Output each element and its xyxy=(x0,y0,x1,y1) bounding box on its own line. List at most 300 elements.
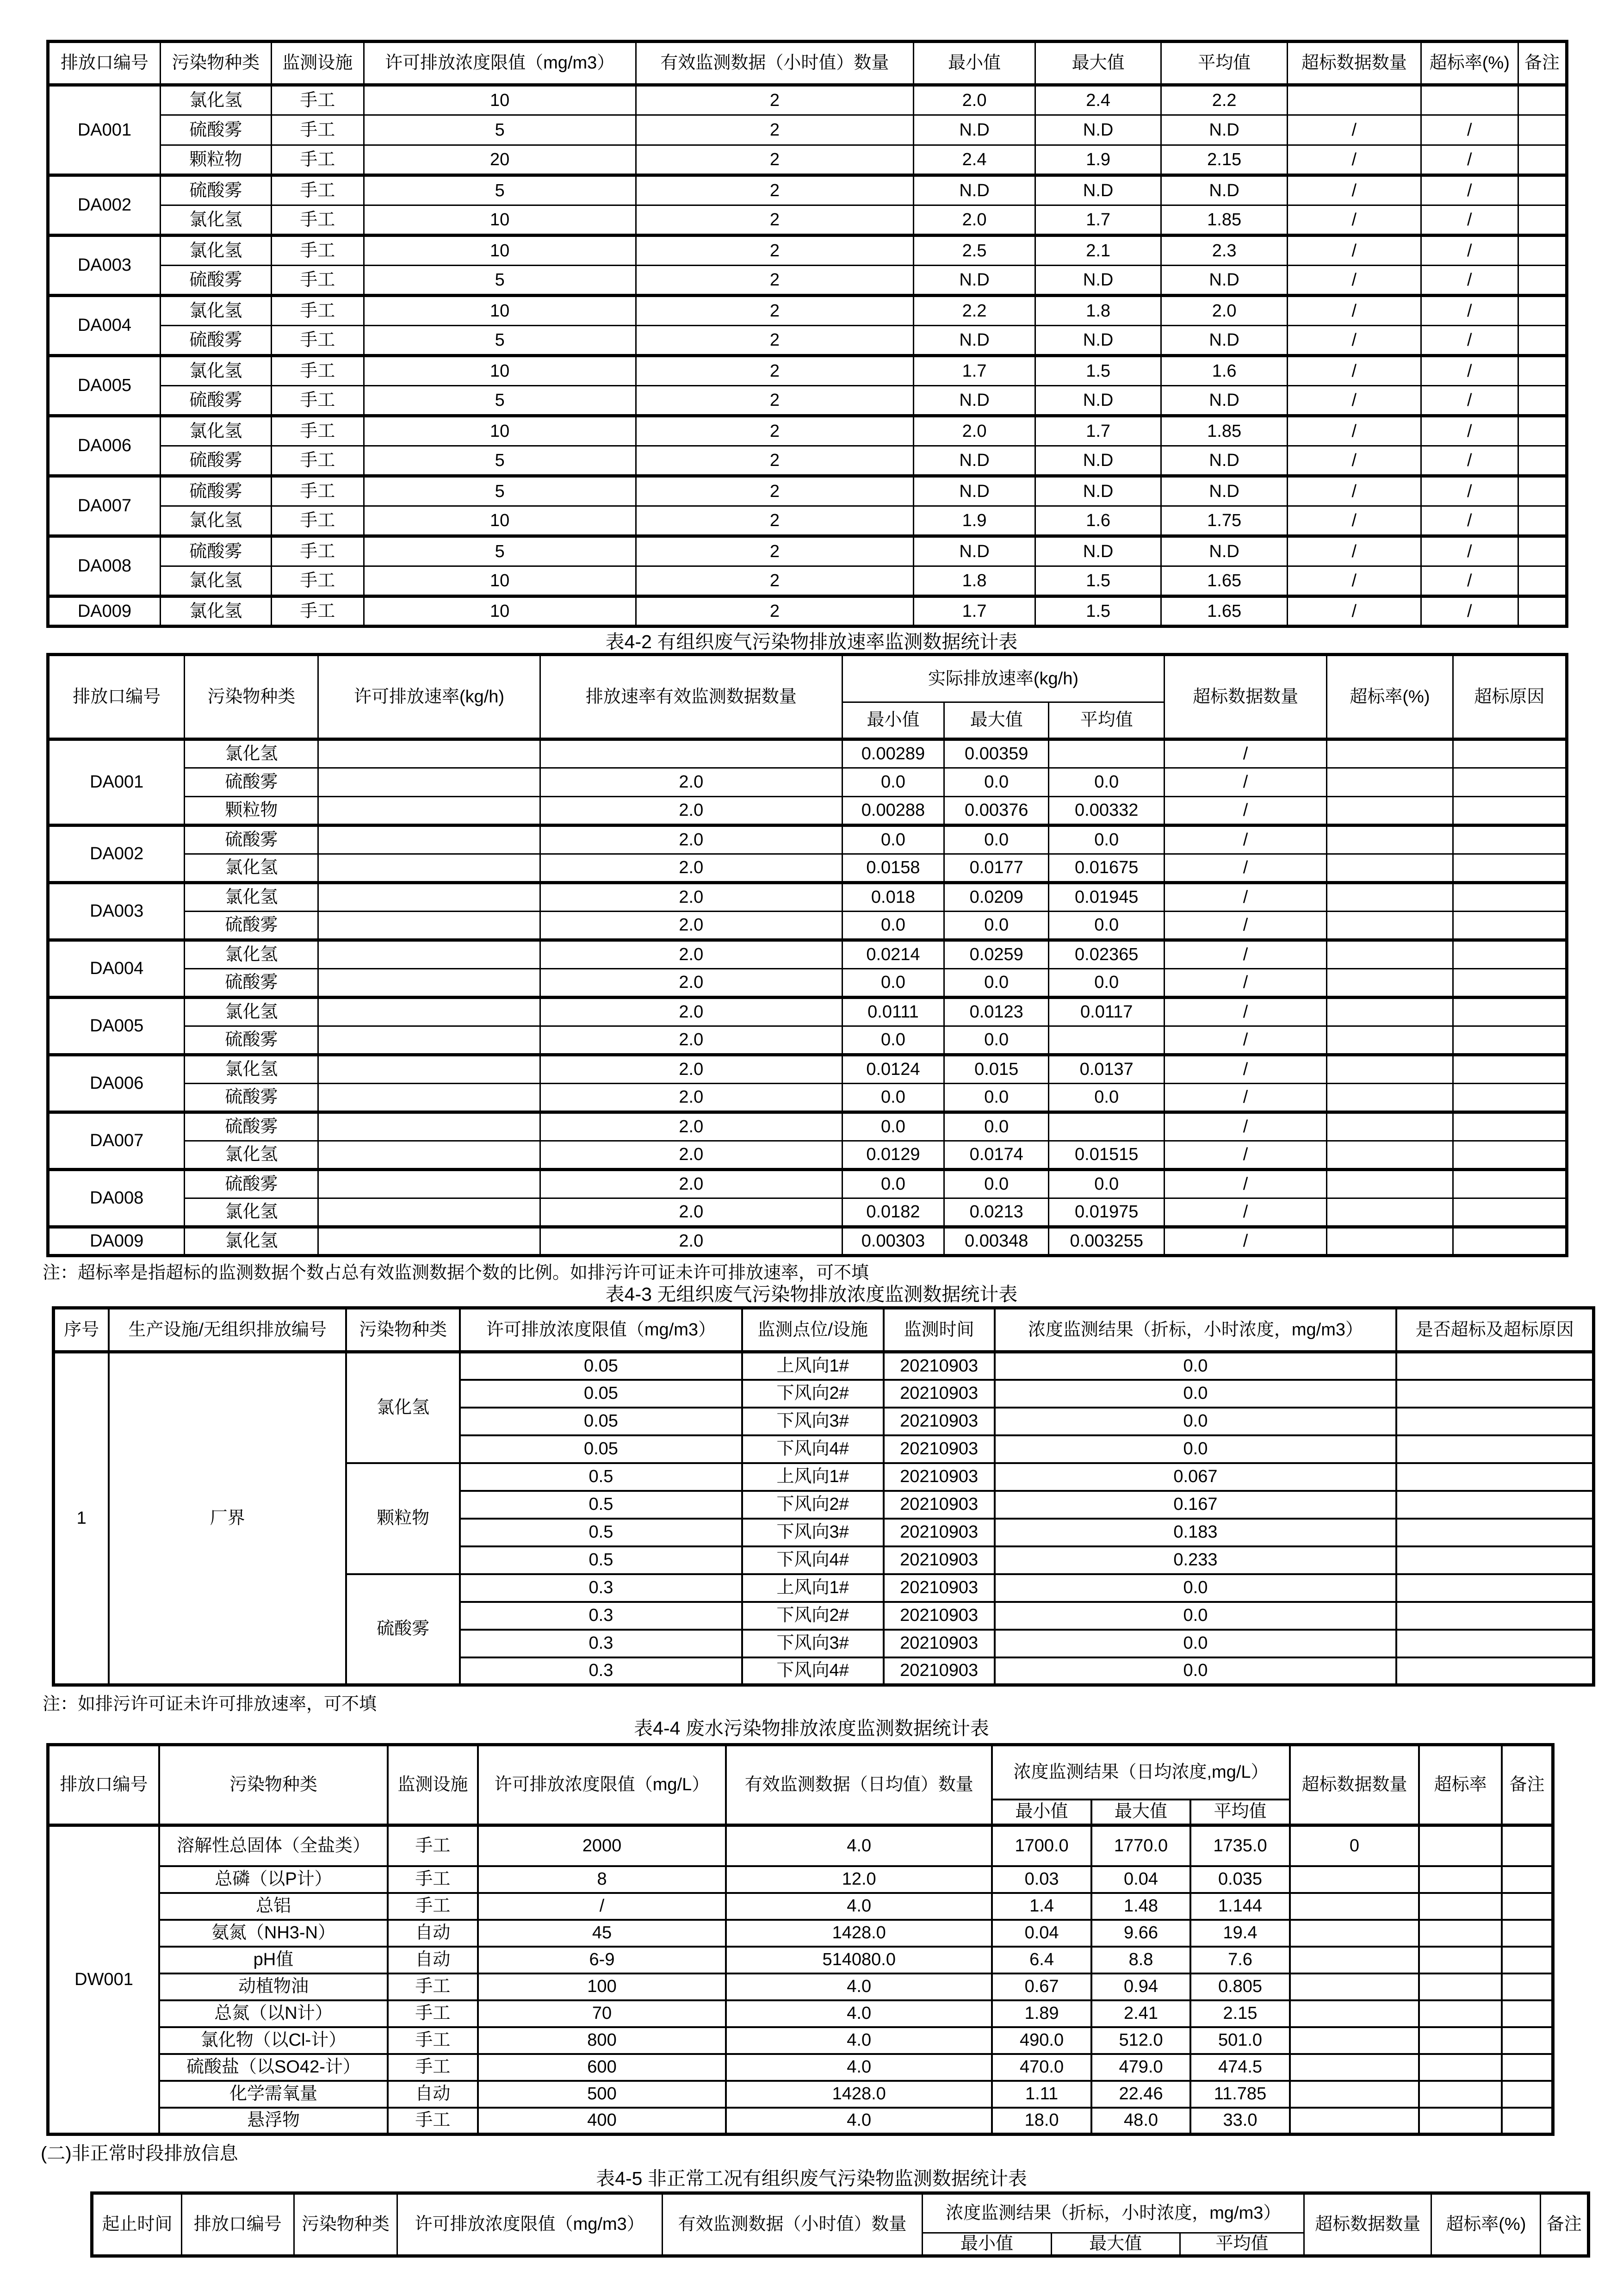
data-cell: / xyxy=(1421,476,1518,506)
data-cell: 0.0 xyxy=(1049,1170,1165,1198)
data-cell: N.D xyxy=(1161,446,1287,476)
data-cell xyxy=(1396,1463,1593,1491)
header-cell: 最大值 xyxy=(944,702,1049,739)
header-cell: 监测设施 xyxy=(271,42,364,85)
header-cell: 最大值 xyxy=(1091,1800,1190,1825)
data-cell: 0.0 xyxy=(1049,969,1165,998)
header-cell: 浓度监测结果（折标，小时浓度，mg/m3） xyxy=(995,1308,1397,1352)
data-cell xyxy=(1327,998,1453,1026)
data-cell xyxy=(1327,739,1453,768)
data-cell: / xyxy=(1421,566,1518,596)
table-row xyxy=(48,85,1567,115)
data-cell: 2 xyxy=(636,266,914,296)
data-cell: 2.0 xyxy=(540,1170,842,1198)
data-cell: 0.5 xyxy=(460,1546,742,1574)
data-cell: 0.04 xyxy=(1091,1866,1190,1893)
data-cell: 0.015 xyxy=(944,1055,1049,1084)
data-cell: 氯化氢 xyxy=(185,1227,318,1256)
data-cell: 氯化氢 xyxy=(160,416,271,446)
data-cell: 下风向4# xyxy=(742,1435,884,1463)
data-cell: 手工 xyxy=(271,85,364,115)
data-cell: 1.85 xyxy=(1161,416,1287,446)
data-cell xyxy=(1453,912,1567,940)
abnormal-condition-waste-gas-table xyxy=(90,2191,1590,2258)
data-cell: N.D xyxy=(1035,115,1161,145)
data-cell: 手工 xyxy=(271,236,364,266)
data-cell: / xyxy=(1287,506,1421,536)
table-row xyxy=(48,386,1567,416)
data-cell: 手工 xyxy=(271,596,364,627)
data-cell: 20210903 xyxy=(884,1519,995,1546)
header-cell: 最小值 xyxy=(914,42,1035,85)
table-row xyxy=(48,536,1567,566)
data-cell: 2 xyxy=(636,236,914,266)
data-cell xyxy=(1419,1893,1502,1920)
data-cell: / xyxy=(1287,536,1421,566)
data-cell: 手工 xyxy=(271,386,364,416)
data-cell xyxy=(1327,797,1453,825)
data-cell: 0.0 xyxy=(842,1112,944,1141)
data-cell: / xyxy=(1287,175,1421,205)
table-row xyxy=(48,205,1567,236)
data-cell: 氯化氢 xyxy=(185,1198,318,1227)
data-cell: 2 xyxy=(636,356,914,386)
table-row xyxy=(48,969,1567,998)
data-cell: 0.0 xyxy=(842,912,944,940)
table-row xyxy=(48,596,1567,627)
data-cell xyxy=(1396,1574,1593,1602)
data-cell xyxy=(1327,1026,1453,1055)
data-cell: / xyxy=(1164,940,1326,969)
data-cell: 氯化氢 xyxy=(185,883,318,912)
data-cell: / xyxy=(1421,506,1518,536)
table-4-4-wrapper xyxy=(46,1743,1555,2136)
data-cell: 1700.0 xyxy=(992,1825,1091,1866)
unorganized-waste-gas-concentration-table xyxy=(52,1306,1595,1687)
data-cell: 4.0 xyxy=(726,2054,992,2081)
data-cell: 0.00348 xyxy=(944,1227,1049,1256)
data-cell: 氯化氢 xyxy=(185,1055,318,1084)
data-cell: 0.0177 xyxy=(944,854,1049,883)
data-cell: 0.5 xyxy=(460,1491,742,1519)
data-cell: 2.0 xyxy=(540,768,842,797)
table-4-4-caption: 表4-4 废水污染物排放浓度监测数据统计表 xyxy=(634,1718,989,1739)
data-cell: 手工 xyxy=(271,326,364,356)
data-cell: 硫酸盐（以SO42-计） xyxy=(159,2054,388,2081)
data-cell: 1428.0 xyxy=(726,1920,992,1947)
data-cell: / xyxy=(1421,596,1518,627)
data-cell xyxy=(1502,2054,1553,2081)
table-row xyxy=(48,446,1567,476)
data-cell xyxy=(1502,1920,1553,1947)
data-cell xyxy=(1327,1227,1453,1256)
data-cell: 0.0137 xyxy=(1049,1055,1165,1084)
data-cell: 20 xyxy=(364,145,636,175)
data-cell: 4.0 xyxy=(726,1893,992,1920)
data-cell: DA003 xyxy=(48,236,161,296)
header-cell: 最小值 xyxy=(992,1800,1091,1825)
data-cell xyxy=(1453,1084,1567,1112)
data-cell: 2 xyxy=(636,506,914,536)
data-cell: 20210903 xyxy=(884,1657,995,1685)
data-cell: 2.0 xyxy=(540,940,842,969)
data-cell: N.D xyxy=(1035,446,1161,476)
data-cell: 20210903 xyxy=(884,1602,995,1630)
data-cell xyxy=(1419,2027,1502,2054)
data-cell xyxy=(1518,266,1567,296)
data-cell: 0.0 xyxy=(995,1602,1397,1630)
header-cell: 污染物种类 xyxy=(294,2193,397,2256)
data-cell: 0.0111 xyxy=(842,998,944,1026)
data-cell: 0.0 xyxy=(944,1026,1049,1055)
data-cell xyxy=(1327,1170,1453,1198)
data-cell: 厂界 xyxy=(109,1352,346,1685)
data-cell: / xyxy=(1164,969,1326,998)
header-cell: 平均值 xyxy=(1190,1800,1289,1825)
data-cell: 0.0 xyxy=(944,1084,1049,1112)
table-4-1-wrapper xyxy=(46,40,1568,628)
data-cell xyxy=(1396,1546,1593,1574)
data-cell: 20210903 xyxy=(884,1408,995,1435)
data-cell: / xyxy=(1164,883,1326,912)
table-row xyxy=(48,175,1567,205)
data-cell: DA006 xyxy=(48,416,161,476)
data-cell: 上风向1# xyxy=(742,1574,884,1602)
table-4-2-caption: 表4-2 有组织废气污染物排放速率监测数据统计表 xyxy=(605,631,1018,652)
data-cell: 600 xyxy=(478,2054,726,2081)
data-cell: 手工 xyxy=(388,1866,478,1893)
header-cell: 超标率(%) xyxy=(1421,42,1518,85)
data-cell: / xyxy=(1287,386,1421,416)
data-cell: 手工 xyxy=(271,416,364,446)
data-cell: 0.3 xyxy=(460,1574,742,1602)
header-cell: 超标数据数量 xyxy=(1164,655,1326,739)
data-cell: 2.0 xyxy=(1161,296,1287,326)
data-cell xyxy=(1396,1435,1593,1463)
table-4-2-wrapper xyxy=(46,653,1568,1257)
data-cell: 2.0 xyxy=(540,797,842,825)
data-cell: 上风向1# xyxy=(742,1352,884,1380)
data-cell: 氯化氢 xyxy=(185,739,318,768)
data-cell: 0.00303 xyxy=(842,1227,944,1256)
data-cell xyxy=(1453,969,1567,998)
header-cell: 超标率(%) xyxy=(1327,655,1453,739)
data-cell: 手工 xyxy=(271,145,364,175)
data-cell: 501.0 xyxy=(1190,2027,1289,2054)
header-cell: 许可排放速率(kg/h) xyxy=(318,655,540,739)
data-cell xyxy=(1049,1112,1165,1141)
header-cell: 排放口编号 xyxy=(48,42,161,85)
data-cell xyxy=(1327,854,1453,883)
table-row xyxy=(48,768,1567,797)
data-cell: / xyxy=(1287,145,1421,175)
data-cell: 2.0 xyxy=(540,1227,842,1256)
data-cell: 2 xyxy=(636,566,914,596)
data-cell: 2.0 xyxy=(540,1141,842,1170)
header-cell: 平均值 xyxy=(1049,702,1165,739)
header-cell: 许可排放浓度限值（mg/m3） xyxy=(460,1308,742,1352)
data-cell: 2.0 xyxy=(540,1112,842,1141)
data-cell: 0.0 xyxy=(842,1170,944,1198)
table-row xyxy=(48,1198,1567,1227)
data-cell xyxy=(1502,1893,1553,1920)
data-cell: 470.0 xyxy=(992,2054,1091,2081)
data-cell: / xyxy=(1287,236,1421,266)
data-cell: 2.0 xyxy=(540,1084,842,1112)
data-cell xyxy=(1518,386,1567,416)
data-cell: N.D xyxy=(914,326,1035,356)
data-cell xyxy=(1419,2108,1502,2135)
data-cell xyxy=(1518,326,1567,356)
data-cell: 动植物油 xyxy=(159,1973,388,2000)
data-cell: 0.0123 xyxy=(944,998,1049,1026)
data-cell: 2.0 xyxy=(540,854,842,883)
data-cell: 手工 xyxy=(388,2000,478,2027)
data-cell: 溶解性总固体（全盐类） xyxy=(159,1825,388,1866)
data-cell xyxy=(1453,1227,1567,1256)
data-cell: 20210903 xyxy=(884,1463,995,1491)
data-cell: / xyxy=(1421,296,1518,326)
data-cell: 氯化氢 xyxy=(160,506,271,536)
data-cell: 颗粒物 xyxy=(185,797,318,825)
header-cell: 备注 xyxy=(1541,2193,1589,2256)
data-cell: 4.0 xyxy=(726,1825,992,1866)
data-cell: 0.0 xyxy=(995,1408,1397,1435)
data-cell xyxy=(1419,1866,1502,1893)
data-cell: N.D xyxy=(1161,476,1287,506)
data-cell: 总铝 xyxy=(159,1893,388,1920)
data-cell: 1735.0 xyxy=(1190,1825,1289,1866)
data-cell: 2.15 xyxy=(1161,145,1287,175)
data-cell: 手工 xyxy=(271,506,364,536)
data-cell: 2 xyxy=(636,446,914,476)
data-cell: / xyxy=(1164,998,1326,1026)
table-row xyxy=(48,1141,1567,1170)
data-cell xyxy=(1453,883,1567,912)
data-cell xyxy=(1453,1141,1567,1170)
data-cell: 硫酸雾 xyxy=(185,1084,318,1112)
table-row xyxy=(48,912,1567,940)
data-cell: 氯化氢 xyxy=(185,940,318,969)
data-cell xyxy=(1396,1519,1593,1546)
data-cell: 0.00289 xyxy=(842,739,944,768)
data-cell: 1.11 xyxy=(992,2081,1091,2108)
data-cell: N.D xyxy=(1161,115,1287,145)
data-cell: N.D xyxy=(1035,326,1161,356)
data-cell xyxy=(1453,1026,1567,1055)
data-cell: 0.0213 xyxy=(944,1198,1049,1227)
data-cell: 1.85 xyxy=(1161,205,1287,236)
table-row xyxy=(48,2081,1553,2108)
data-cell: 5 xyxy=(364,175,636,205)
data-cell: 20210903 xyxy=(884,1491,995,1519)
data-cell xyxy=(1518,506,1567,536)
data-cell: DA007 xyxy=(48,1112,185,1170)
data-cell: N.D xyxy=(914,115,1035,145)
data-cell: 手工 xyxy=(271,296,364,326)
data-cell xyxy=(1518,236,1567,266)
header-cell: 起止时间 xyxy=(92,2193,182,2256)
data-cell: 0.04 xyxy=(992,1920,1091,1947)
header-cell: 备注 xyxy=(1518,42,1567,85)
data-cell xyxy=(1327,1055,1453,1084)
data-cell: N.D xyxy=(1161,386,1287,416)
data-cell: 1.5 xyxy=(1035,356,1161,386)
data-cell: 0.0 xyxy=(1049,1084,1165,1112)
table-row xyxy=(48,1825,1553,1866)
table-row xyxy=(48,1973,1553,2000)
data-cell: 2 xyxy=(636,145,914,175)
data-cell: / xyxy=(1421,175,1518,205)
data-cell: 5 xyxy=(364,326,636,356)
data-cell: 0.05 xyxy=(460,1380,742,1408)
data-cell: 0.00376 xyxy=(944,797,1049,825)
data-cell xyxy=(1396,1408,1593,1435)
table-row xyxy=(48,236,1567,266)
data-cell: 10 xyxy=(364,566,636,596)
data-cell xyxy=(1518,356,1567,386)
data-cell xyxy=(318,768,540,797)
header-cell: 超标数据数量 xyxy=(1304,2193,1431,2256)
data-cell: / xyxy=(1421,536,1518,566)
data-cell: 5 xyxy=(364,476,636,506)
data-cell xyxy=(1453,940,1567,969)
data-cell: / xyxy=(1164,1198,1326,1227)
data-cell: 2.0 xyxy=(540,825,842,854)
data-cell: 2 xyxy=(636,416,914,446)
note-permit-rate: 注：如排污许可证未许可排放速率，可不填 xyxy=(43,1694,377,1714)
data-cell: 1.6 xyxy=(1161,356,1287,386)
data-cell xyxy=(1419,1920,1502,1947)
data-cell xyxy=(1396,1491,1593,1519)
data-cell xyxy=(1396,1602,1593,1630)
table-row xyxy=(48,854,1567,883)
data-cell: / xyxy=(1164,825,1326,854)
table-4-3-caption: 表4-3 无组织废气污染物排放浓度监测数据统计表 xyxy=(605,1284,1018,1305)
data-cell xyxy=(1453,1198,1567,1227)
data-cell xyxy=(1419,1947,1502,1973)
data-cell xyxy=(1518,476,1567,506)
data-cell: 硫酸雾 xyxy=(160,386,271,416)
data-cell: 硫酸雾 xyxy=(185,1112,318,1141)
data-cell: 下风向2# xyxy=(742,1491,884,1519)
data-cell: 0.0158 xyxy=(842,854,944,883)
header-cell: 最大值 xyxy=(1051,2233,1180,2256)
data-cell xyxy=(1518,596,1567,627)
data-cell: 0.94 xyxy=(1091,1973,1190,2000)
organized-waste-gas-concentration-table xyxy=(46,40,1568,628)
data-cell: 4.0 xyxy=(726,2000,992,2027)
data-cell xyxy=(1453,854,1567,883)
data-cell: 0.0 xyxy=(995,1435,1397,1463)
data-cell: N.D xyxy=(1035,266,1161,296)
data-cell xyxy=(1327,1198,1453,1227)
data-cell xyxy=(318,1084,540,1112)
data-cell xyxy=(1327,1084,1453,1112)
data-cell: 1770.0 xyxy=(1091,1825,1190,1866)
data-cell: 2.2 xyxy=(1161,85,1287,115)
data-cell: 2.41 xyxy=(1091,2000,1190,2027)
data-cell: 2 xyxy=(636,85,914,115)
data-cell xyxy=(1290,2081,1419,2108)
data-cell: 0.0174 xyxy=(944,1141,1049,1170)
data-cell: 1.6 xyxy=(1035,506,1161,536)
data-cell xyxy=(1518,205,1567,236)
data-cell: 0.0214 xyxy=(842,940,944,969)
data-cell: / xyxy=(1287,476,1421,506)
data-cell xyxy=(1518,175,1567,205)
data-cell: / xyxy=(1421,386,1518,416)
data-cell: / xyxy=(1421,266,1518,296)
data-cell: N.D xyxy=(914,386,1035,416)
data-cell: 8.8 xyxy=(1091,1947,1190,1973)
data-cell: 手工 xyxy=(388,2054,478,2081)
data-cell: 2 xyxy=(636,296,914,326)
data-cell xyxy=(1290,1893,1419,1920)
data-cell xyxy=(1453,739,1567,768)
header-cell: 平均值 xyxy=(1180,2233,1304,2256)
wastewater-concentration-table xyxy=(46,1743,1555,2136)
data-cell: 硫酸雾 xyxy=(185,825,318,854)
data-cell: 1.4 xyxy=(992,1893,1091,1920)
table-row xyxy=(48,1112,1567,1141)
data-cell: 0.0 xyxy=(1049,912,1165,940)
table-row xyxy=(48,1227,1567,1256)
table-row xyxy=(48,825,1567,854)
data-cell: 硫酸雾 xyxy=(160,446,271,476)
data-cell: N.D xyxy=(914,266,1035,296)
data-cell xyxy=(318,797,540,825)
data-cell: DW001 xyxy=(48,1825,159,2135)
data-cell: 0.0 xyxy=(842,825,944,854)
data-cell xyxy=(1453,1170,1567,1198)
header-cell: 浓度监测结果（日均浓度,mg/L） xyxy=(992,1745,1289,1800)
data-cell xyxy=(1453,1112,1567,1141)
data-cell: 514080.0 xyxy=(726,1947,992,1973)
data-cell: DA001 xyxy=(48,85,161,175)
data-cell: DA003 xyxy=(48,883,185,940)
data-cell: 2000 xyxy=(478,1825,726,1866)
data-cell xyxy=(1419,2000,1502,2027)
data-cell: 硫酸雾 xyxy=(185,969,318,998)
data-cell: N.D xyxy=(1161,266,1287,296)
data-cell: 0 xyxy=(1290,1825,1419,1866)
data-cell: N.D xyxy=(1161,536,1287,566)
data-cell: 20210903 xyxy=(884,1380,995,1408)
data-cell: 手工 xyxy=(388,2027,478,2054)
data-cell xyxy=(318,1227,540,1256)
data-cell: 氯化氢 xyxy=(185,854,318,883)
data-cell: 0.5 xyxy=(460,1463,742,1491)
data-cell: 2 xyxy=(636,476,914,506)
data-cell xyxy=(1453,797,1567,825)
data-cell: DA008 xyxy=(48,1170,185,1227)
data-cell: / xyxy=(1287,596,1421,627)
header-cell: 最小值 xyxy=(923,2233,1051,2256)
data-cell: 0.00332 xyxy=(1049,797,1165,825)
data-cell: / xyxy=(1421,446,1518,476)
data-cell: 氯化氢 xyxy=(160,296,271,326)
data-cell: DA001 xyxy=(48,739,185,825)
data-cell: 化学需氧量 xyxy=(159,2081,388,2108)
data-cell: 手工 xyxy=(271,205,364,236)
table-row xyxy=(48,1866,1553,1893)
data-cell: 0.0 xyxy=(944,969,1049,998)
data-cell: 下风向4# xyxy=(742,1657,884,1685)
data-cell: DA006 xyxy=(48,1055,185,1112)
data-cell: DA009 xyxy=(48,1227,185,1256)
data-cell: / xyxy=(1287,416,1421,446)
